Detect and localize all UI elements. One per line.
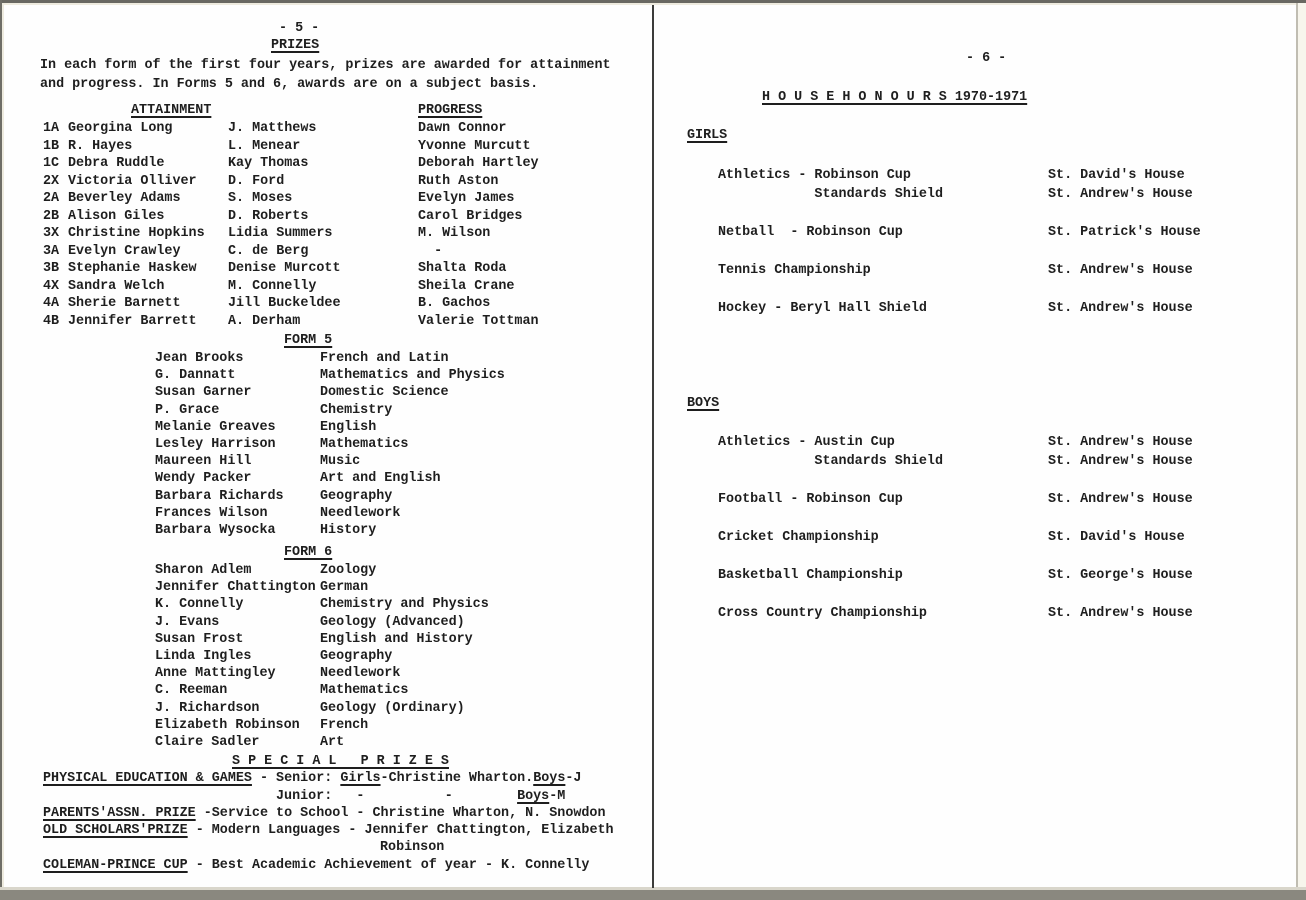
form-5-heading: FORM 5 bbox=[284, 333, 333, 348]
coleman-prince-label: COLEMAN-PRINCE CUP bbox=[43, 857, 188, 873]
list-item bbox=[155, 436, 505, 453]
honour-line bbox=[718, 299, 1201, 318]
prize-subject: Zoology bbox=[320, 563, 377, 578]
list-item bbox=[155, 665, 489, 682]
event-name: Hockey - Beryl Hall Shield bbox=[718, 301, 927, 316]
list-item bbox=[155, 505, 505, 522]
form-code: 2B bbox=[43, 208, 60, 224]
pupil-name: C. Reeman bbox=[155, 683, 228, 699]
list-item bbox=[155, 631, 489, 648]
event-name: Athletics - Robinson Cup bbox=[718, 168, 911, 183]
prize-subject: Chemistry and Physics bbox=[320, 597, 489, 613]
honour-entry bbox=[718, 261, 1201, 280]
pe-games-line bbox=[43, 770, 614, 787]
progress-name: Dawn Connor bbox=[418, 121, 507, 136]
attainment-column-header: ATTAINMENT bbox=[131, 103, 212, 118]
form-code: 2X bbox=[43, 173, 60, 189]
boys-label: Boys bbox=[533, 771, 566, 787]
scan-border-right-edge bbox=[1298, 3, 1306, 893]
attainment-name-1: R. Hayes bbox=[68, 138, 133, 154]
pupil-name: Wendy Packer bbox=[155, 471, 252, 487]
girls-label: Girls bbox=[340, 771, 381, 787]
prize-subject: Needlework bbox=[320, 505, 401, 521]
page-5-number: - 5 - bbox=[279, 21, 320, 36]
pupil-name: Maureen Hill bbox=[155, 454, 252, 470]
winning-house-2: St. Andrew's House bbox=[1048, 187, 1193, 202]
honour-line bbox=[718, 166, 1201, 185]
pupil-name: J. Evans bbox=[155, 614, 220, 630]
list-item bbox=[155, 522, 505, 539]
pupil-name: Frances Wilson bbox=[155, 505, 268, 521]
attainment-name-2: C. de Berg bbox=[228, 243, 309, 259]
prize-subject: French bbox=[320, 717, 369, 733]
attainment-name-2: Lidia Summers bbox=[228, 226, 333, 241]
prize-subject: English bbox=[320, 419, 377, 435]
attainment-name-2: J. Matthews bbox=[228, 121, 317, 136]
event-name: Cricket Championship bbox=[718, 530, 879, 545]
list-item bbox=[155, 682, 489, 699]
list-item bbox=[155, 579, 489, 596]
attainment-name-1: Georgina Long bbox=[68, 121, 173, 136]
pupil-name: J. Richardson bbox=[155, 700, 260, 716]
scan-border-bottom-dark bbox=[0, 890, 1306, 900]
progress-name: Yvonne Murcutt bbox=[418, 138, 531, 154]
form-code: 4B bbox=[43, 313, 60, 329]
progress-name: Deborah Hartley bbox=[418, 156, 539, 171]
scan-border-left-light bbox=[2, 3, 4, 898]
prize-subject: Needlework bbox=[320, 666, 401, 682]
table-row bbox=[43, 260, 539, 278]
old-scholars-text: - Modern Languages - Jennifer Chattington, Elizabeth bbox=[187, 823, 614, 839]
table-row bbox=[43, 278, 539, 296]
progress-name: Sheila Crane bbox=[418, 278, 515, 294]
honour-line bbox=[718, 261, 1201, 280]
honour-line-2 bbox=[718, 185, 1201, 204]
pe-senior-girls: -Christine Wharton. bbox=[380, 771, 534, 787]
table-row bbox=[43, 295, 539, 313]
pupil-name: K. Connelly bbox=[155, 597, 244, 613]
pupil-name: Sharon Adlem bbox=[155, 563, 252, 578]
list-item bbox=[155, 488, 505, 505]
table-row bbox=[43, 173, 539, 191]
winning-house: St. David's House bbox=[1048, 168, 1185, 183]
pupil-name: Susan Frost bbox=[155, 631, 244, 647]
attainment-name-1: Beverley Adams bbox=[68, 191, 181, 206]
prize-subject: Art bbox=[320, 734, 345, 750]
prize-subject: History bbox=[320, 522, 377, 538]
honour-line bbox=[718, 566, 1193, 585]
parents-assn-label: PARENTS'ASSN. PRIZE bbox=[43, 805, 196, 821]
attainment-name-2: M. Connelly bbox=[228, 278, 317, 294]
honour-line-2 bbox=[718, 452, 1193, 471]
list-item bbox=[155, 596, 489, 613]
form-code: 3A bbox=[43, 243, 60, 259]
page-6-number: - 6 - bbox=[966, 51, 1007, 66]
honour-entry bbox=[718, 166, 1201, 204]
intro-line-2: and progress. In Forms 5 and 6, awards are on a subject basis. bbox=[40, 77, 539, 92]
pupil-name: Linda Ingles bbox=[155, 648, 252, 664]
attainment-name-1: Evelyn Crawley bbox=[68, 243, 181, 259]
table-row bbox=[43, 155, 539, 173]
progress-name: Evelyn James bbox=[418, 191, 515, 206]
intro-paragraph bbox=[40, 56, 611, 94]
list-item bbox=[155, 562, 489, 579]
pupil-name: Melanie Greaves bbox=[155, 419, 276, 435]
pupil-name: G. Dannatt bbox=[155, 368, 236, 384]
pe-senior-prefix: - Senior: bbox=[251, 771, 341, 787]
honour-line bbox=[718, 604, 1193, 623]
event-name: Cross Country Championship bbox=[718, 606, 927, 621]
prize-subject: Domestic Science bbox=[320, 385, 449, 401]
form-5-prize-list bbox=[155, 350, 505, 539]
progress-name: Ruth Aston bbox=[418, 173, 499, 189]
boys-heading: BOYS bbox=[687, 396, 720, 411]
form-code: 1A bbox=[43, 121, 60, 136]
pupil-name: Claire Sadler bbox=[155, 734, 260, 750]
attainment-name-1: Christine Hopkins bbox=[68, 226, 205, 241]
honour-entry bbox=[718, 566, 1193, 585]
event-name: Netball - Robinson Cup bbox=[718, 225, 903, 240]
attainment-name-1: Debra Ruddle bbox=[68, 156, 165, 171]
honour-entry bbox=[718, 604, 1193, 623]
event-name: Basketball Championship bbox=[718, 568, 903, 583]
winning-house: St. George's House bbox=[1048, 568, 1193, 583]
prize-subject: Mathematics and Physics bbox=[320, 368, 505, 384]
coleman-prince-line bbox=[43, 857, 614, 874]
list-item bbox=[155, 453, 505, 470]
honour-line bbox=[718, 490, 1193, 509]
honour-line bbox=[718, 528, 1193, 547]
honour-line bbox=[718, 223, 1201, 242]
progress-name: Shalta Roda bbox=[418, 261, 507, 276]
pe-junior-line bbox=[43, 788, 614, 805]
list-item bbox=[155, 402, 505, 419]
prize-subject: Geography bbox=[320, 648, 393, 664]
page-5-title: PRIZES bbox=[271, 38, 320, 53]
prize-subject: Mathematics bbox=[320, 683, 409, 699]
event-name: Athletics - Austin Cup bbox=[718, 435, 895, 450]
old-scholars-label: OLD SCHOLARS'PRIZE bbox=[43, 823, 188, 839]
parents-assn-text: -Service to School - Christine Wharton, N. Snowdon bbox=[195, 805, 606, 821]
attainment-name-2: Denise Murcott bbox=[228, 261, 341, 276]
form-code: 3B bbox=[43, 261, 60, 276]
winning-house: St. Andrew's House bbox=[1048, 492, 1193, 507]
progress-name: B. Gachos bbox=[418, 296, 491, 311]
old-scholars-continuation bbox=[43, 839, 614, 856]
attainment-name-1: Victoria Olliver bbox=[68, 173, 197, 189]
table-row bbox=[43, 225, 539, 243]
honour-entry bbox=[718, 223, 1201, 242]
honour-entry bbox=[718, 433, 1193, 471]
progress-name: Carol Bridges bbox=[418, 208, 523, 224]
prize-subject: Geography bbox=[320, 488, 393, 504]
form-code: 3X bbox=[43, 226, 60, 241]
progress-name: - bbox=[418, 243, 443, 259]
honour-entry bbox=[718, 528, 1193, 547]
special-prizes-heading: S P E C I A L P R I Z E S bbox=[232, 754, 449, 769]
winning-house: St. David's House bbox=[1048, 530, 1185, 545]
attainment-name-2: Kay Thomas bbox=[228, 156, 309, 171]
pupil-name: Susan Garner bbox=[155, 385, 252, 401]
honour-line bbox=[718, 433, 1193, 452]
table-row bbox=[43, 120, 539, 138]
list-item bbox=[155, 614, 489, 631]
form-prizes-table bbox=[43, 120, 539, 330]
pupil-name: Jennifer Chattington bbox=[155, 580, 316, 596]
table-row bbox=[43, 138, 539, 156]
form-code: 4A bbox=[43, 296, 60, 311]
attainment-name-1: Sandra Welch bbox=[68, 278, 165, 294]
list-item bbox=[155, 648, 489, 665]
intro-line-1: In each form of the first four years, prizes are awarded for attainment bbox=[40, 58, 611, 73]
attainment-name-2: S. Moses bbox=[228, 191, 293, 206]
prize-subject: Art and English bbox=[320, 471, 441, 487]
honour-entry bbox=[718, 490, 1193, 509]
attainment-name-2: D. Ford bbox=[228, 173, 285, 189]
event-name-2: Standards Shield bbox=[718, 454, 943, 469]
coleman-prince-text: - Best Academic Achievement of year - K. Connelly bbox=[187, 857, 590, 873]
form-code: 1B bbox=[43, 138, 60, 154]
table-row bbox=[43, 208, 539, 226]
old-scholars-line bbox=[43, 822, 614, 839]
house-honours-title: H O U S E H O N O U R S 1970-1971 bbox=[762, 90, 1028, 105]
boys-honours-list bbox=[718, 433, 1193, 642]
girls-heading: GIRLS bbox=[687, 128, 728, 143]
progress-name: Valerie Tottman bbox=[418, 313, 539, 329]
prize-subject: Chemistry bbox=[320, 402, 393, 418]
pe-junior-text: Junior: - - bbox=[276, 788, 518, 804]
event-name: Tennis Championship bbox=[718, 263, 871, 278]
progress-column-header: PROGRESS bbox=[418, 103, 483, 118]
pupil-name: Barbara Richards bbox=[155, 488, 284, 504]
prize-subject: Music bbox=[320, 454, 361, 470]
winning-house: St. Andrew's House bbox=[1048, 301, 1193, 316]
attainment-name-2: D. Roberts bbox=[228, 208, 309, 224]
pupil-name: Barbara Wysocka bbox=[155, 522, 276, 538]
old-scholars-cont-text: Robinson bbox=[380, 840, 445, 856]
winning-house: St. Andrew's House bbox=[1048, 263, 1193, 278]
boys-label: Boys bbox=[517, 788, 550, 804]
list-item bbox=[155, 717, 489, 734]
parents-assn-line bbox=[43, 805, 614, 822]
list-item bbox=[155, 367, 505, 384]
pupil-name: Elizabeth Robinson bbox=[155, 717, 300, 733]
attainment-name-1: Alison Giles bbox=[68, 208, 165, 224]
list-item bbox=[155, 470, 505, 487]
list-item bbox=[155, 350, 505, 367]
table-row bbox=[43, 313, 539, 331]
pupil-name: Jean Brooks bbox=[155, 351, 244, 366]
list-item bbox=[155, 700, 489, 717]
prize-subject: Mathematics bbox=[320, 436, 409, 452]
list-item bbox=[155, 419, 505, 436]
girls-honours-list bbox=[718, 166, 1201, 337]
attainment-name-2: A. Derham bbox=[228, 313, 301, 329]
table-row bbox=[43, 190, 539, 208]
pe-senior-boys: -J bbox=[565, 771, 582, 787]
honour-entry bbox=[718, 299, 1201, 318]
special-prizes-section bbox=[43, 753, 614, 874]
prize-subject: Geology (Ordinary) bbox=[320, 700, 465, 716]
attainment-name-1: Jennifer Barrett bbox=[68, 313, 197, 329]
form-6-prize-list bbox=[155, 562, 489, 751]
page-divider-line bbox=[652, 5, 654, 888]
prize-subject: French and Latin bbox=[320, 351, 449, 366]
special-prizes-heading-line bbox=[43, 753, 614, 770]
prize-subject: German bbox=[320, 580, 369, 596]
form-code: 2A bbox=[43, 191, 60, 206]
pe-games-label: PHYSICAL EDUCATION & GAMES bbox=[43, 771, 252, 787]
progress-name: M. Wilson bbox=[418, 226, 491, 241]
attainment-name-1: Stephanie Haskew bbox=[68, 261, 197, 276]
prize-subject: Geology (Advanced) bbox=[320, 614, 465, 630]
list-item bbox=[155, 384, 505, 401]
event-name: Football - Robinson Cup bbox=[718, 492, 903, 507]
winning-house: St. Patrick's House bbox=[1048, 225, 1201, 240]
form-code: 1C bbox=[43, 156, 60, 171]
pupil-name: Lesley Harrison bbox=[155, 436, 276, 452]
pe-junior-boys: -M bbox=[549, 788, 566, 804]
event-name-2: Standards Shield bbox=[718, 187, 943, 202]
winning-house-2: St. Andrew's House bbox=[1048, 454, 1193, 469]
pupil-name: P. Grace bbox=[155, 402, 220, 418]
attainment-name-2: L. Menear bbox=[228, 138, 301, 154]
table-row bbox=[43, 243, 539, 261]
form-6-heading: FORM 6 bbox=[284, 545, 333, 560]
attainment-name-1: Sherie Barnett bbox=[68, 296, 181, 311]
attainment-name-2: Jill Buckeldee bbox=[228, 296, 341, 311]
pupil-name: Anne Mattingley bbox=[155, 666, 276, 682]
form-code: 4X bbox=[43, 278, 60, 294]
list-item bbox=[155, 734, 489, 751]
winning-house: St. Andrew's House bbox=[1048, 606, 1193, 621]
prize-subject: English and History bbox=[320, 631, 473, 647]
winning-house: St. Andrew's House bbox=[1048, 435, 1193, 450]
